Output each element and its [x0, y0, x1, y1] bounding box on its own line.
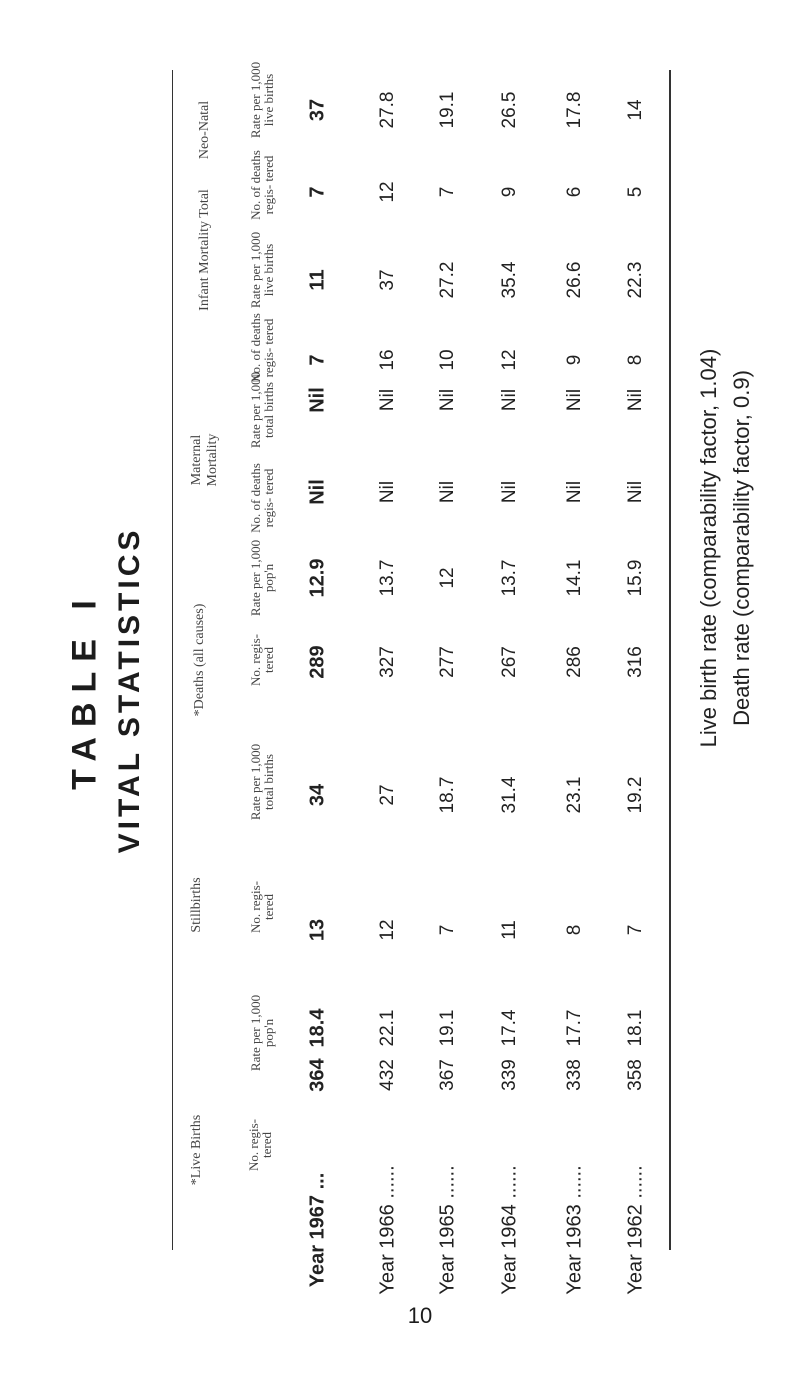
- table-subtitle: VITAL STATISTICS: [113, 526, 146, 854]
- col-header-neo-rate: Rate per 1,000 live births: [248, 61, 276, 139]
- table-cell: 26.5: [499, 91, 520, 129]
- table-cell: 17.8: [564, 91, 585, 129]
- table-cell: 18.4: [306, 1008, 329, 1048]
- table-cell: 338: [564, 1059, 585, 1091]
- table-cell: 13.7: [377, 559, 398, 597]
- table-cell: 12: [499, 349, 520, 371]
- table-cell: 35.4: [499, 261, 520, 299]
- col-header-maternal-rate: Rate per 1,000 total births: [248, 371, 276, 449]
- group-neo-natal: Neo-Natal: [197, 100, 212, 160]
- table-cell: 9: [564, 354, 585, 366]
- table-cell: 16: [377, 349, 398, 371]
- table-cell: 27: [377, 784, 398, 806]
- table-cell: Nil: [499, 480, 520, 504]
- group-maternal: Maternal Mortality: [189, 433, 220, 487]
- table-cell: Nil: [306, 479, 329, 505]
- table-cell: 26.6: [564, 261, 585, 299]
- table-cell: 8: [564, 924, 585, 936]
- footnote-death: Death rate (comparability factor, 0.9): [729, 370, 754, 726]
- col-header-live-rate: Rate per 1,000 pop'n: [248, 994, 276, 1072]
- table-cell: Nil: [499, 388, 520, 412]
- table-frame: [172, 70, 671, 1250]
- footnote-live-birth: Live birth rate (comparability factor, 1.04): [696, 348, 721, 748]
- col-header-infant-no: No. of deaths regis- tered: [248, 313, 276, 383]
- table-cell: 22.1: [377, 1009, 398, 1047]
- table-cell: 10: [437, 349, 458, 371]
- table-cell: 13: [306, 918, 329, 942]
- table-cell: 19.2: [625, 776, 646, 814]
- table-cell: 7: [306, 186, 329, 198]
- table-title: TABLE I: [65, 590, 104, 790]
- table-cell: Nil: [564, 388, 585, 412]
- group-deaths: *Deaths (all causes): [192, 603, 207, 717]
- table-cell: 19.1: [437, 1009, 458, 1047]
- table-cell: 37: [377, 269, 398, 291]
- year-label: Year 1964 ......: [498, 1165, 521, 1295]
- table-cell: 12: [377, 181, 398, 203]
- table-cell: 34: [306, 783, 329, 807]
- col-header-still-rate: Rate per 1,000 total births: [248, 743, 276, 821]
- table-cell: 5: [625, 186, 646, 198]
- group-live-births: *Live Births: [189, 1114, 204, 1186]
- table-cell: 7: [437, 186, 458, 198]
- table-cell: Nil: [564, 480, 585, 504]
- year-label: Year 1963 ......: [563, 1165, 586, 1295]
- table-cell: 316: [625, 646, 646, 678]
- table-cell: 286: [564, 646, 585, 678]
- group-infant-total: Infant Mortality Total: [197, 189, 212, 311]
- page-number: 10: [407, 1303, 433, 1328]
- col-header-neo-no: No. of deaths regis- tered: [248, 150, 276, 220]
- col-header-infant-rate: Rate per 1,000 live births: [248, 231, 276, 309]
- table-cell: 19.1: [437, 91, 458, 129]
- col-header-still-no: No. regis- tered: [248, 881, 276, 933]
- col-header-deaths-no: No. regis- tered: [248, 634, 276, 686]
- table-cell: 11: [306, 269, 329, 291]
- table-cell: 18.7: [437, 776, 458, 814]
- table-cell: 23.1: [564, 776, 585, 814]
- table-cell: 14: [625, 99, 646, 121]
- table-cell: Nil: [437, 480, 458, 504]
- col-header-maternal-no: No. of deaths regis- tered: [248, 463, 276, 533]
- table-cell: 12: [437, 567, 458, 589]
- table-cell: Nil: [625, 388, 646, 412]
- table-cell: 267: [499, 646, 520, 678]
- table-cell: 11: [499, 920, 520, 940]
- table-cell: 277: [437, 646, 458, 678]
- table-cell: 364: [306, 1058, 329, 1092]
- table-cell: 358: [625, 1059, 646, 1091]
- col-header-deaths-rate: Rate per 1,000 pop'n: [248, 539, 276, 617]
- year-label: Year 1962 ......: [624, 1165, 647, 1295]
- year-label: Year 1966 ......: [376, 1165, 399, 1295]
- table-cell: 13.7: [499, 559, 520, 597]
- table-cell: 7: [437, 924, 458, 936]
- table-cell: 18.1: [625, 1009, 646, 1047]
- table-cell: 289: [306, 645, 329, 679]
- table-cell: 12.9: [306, 558, 329, 598]
- table-cell: 9: [499, 186, 520, 198]
- table-cell: 14.1: [564, 559, 585, 597]
- table-cell: 367: [437, 1059, 458, 1091]
- table-cell: 22.3: [625, 261, 646, 299]
- table-cell: Nil: [377, 480, 398, 504]
- year-label: Year 1967 ...: [306, 1172, 329, 1288]
- table-cell: 31.4: [499, 776, 520, 814]
- table-cell: 17.4: [499, 1009, 520, 1047]
- table-cell: 27.8: [377, 91, 398, 129]
- table-cell: 12: [377, 919, 398, 941]
- year-label: Year 1965 ......: [436, 1165, 459, 1295]
- table-cell: 7: [306, 354, 329, 366]
- table-cell: 6: [564, 186, 585, 198]
- table-cell: 27.2: [437, 261, 458, 299]
- table-cell: Nil: [625, 480, 646, 504]
- table-cell: Nil: [437, 388, 458, 412]
- table-cell: Nil: [377, 388, 398, 412]
- table-cell: Nil: [306, 387, 329, 413]
- table-cell: 432: [377, 1059, 398, 1091]
- col-header-live-no: No. regis- tered: [246, 1119, 274, 1171]
- table-cell: 17.7: [564, 1009, 585, 1047]
- table-cell: 8: [625, 354, 646, 366]
- table-cell: 339: [499, 1059, 520, 1091]
- table-cell: 15.9: [625, 559, 646, 597]
- table-cell: 327: [377, 646, 398, 678]
- table-cell: 37: [306, 98, 329, 122]
- group-stillbirths: Stillbirths: [189, 877, 204, 933]
- table-cell: 7: [625, 924, 646, 936]
